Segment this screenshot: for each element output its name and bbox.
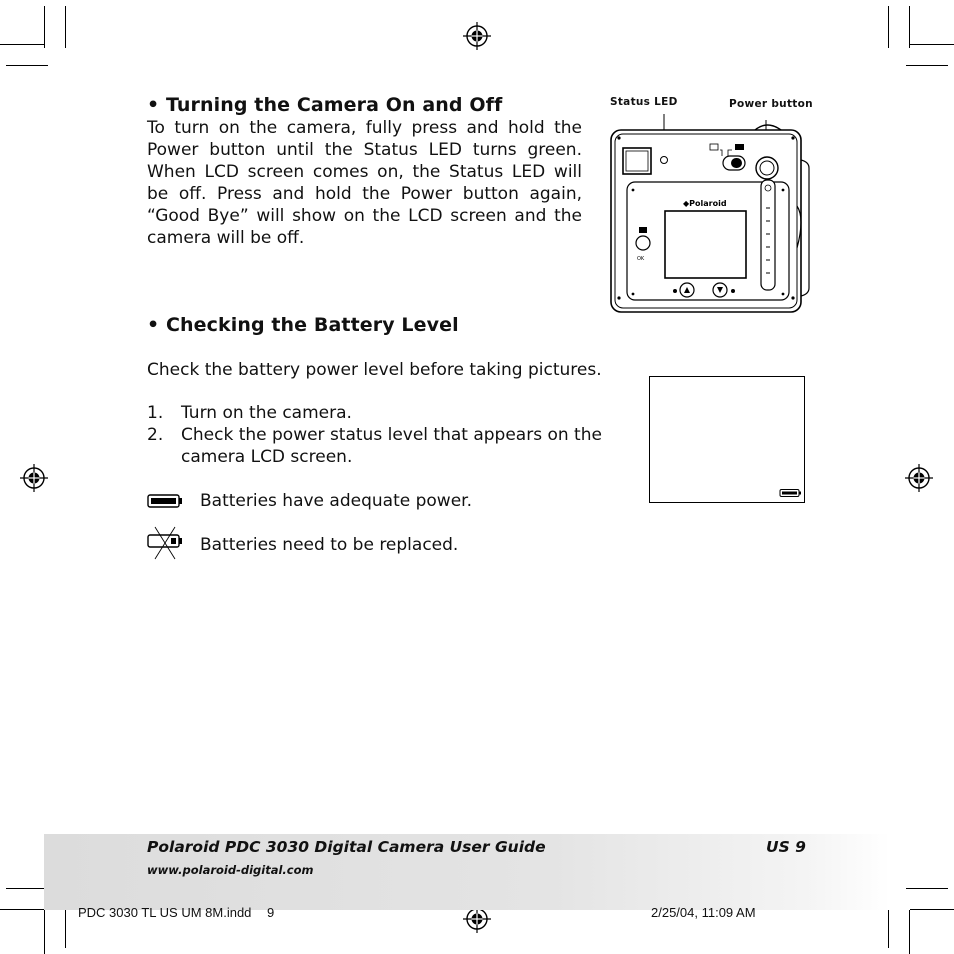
- registration-mark-icon: [461, 20, 493, 52]
- lcd-screen-illustration: [649, 376, 805, 503]
- step-text: Check the power status level that appears on the: [181, 425, 602, 445]
- step-text: Turn on the camera.: [181, 403, 352, 423]
- text-line: Power button until the Status LED turns green.: [147, 140, 582, 160]
- camera-illustration: [605, 108, 815, 318]
- power-instructions: [147, 117, 582, 249]
- step-number: 1.: [147, 403, 164, 423]
- text-line: “Good Bye” will show on the LCD screen and the: [147, 206, 582, 226]
- step-number: 2.: [147, 425, 164, 445]
- battery-low-icon: [145, 524, 185, 562]
- registration-mark-icon: [18, 462, 50, 494]
- slug-filename: PDC 3030 TL US UM 8M.indd: [78, 905, 252, 920]
- footer-url: www.polaroid-digital.com: [147, 863, 314, 877]
- slug-page-number: 9: [267, 905, 275, 920]
- text-line: camera will be off.: [147, 228, 305, 248]
- callout-status-led: Status LED: [610, 96, 678, 108]
- slug-timestamp: 2/25/04, 11:09 AM: [651, 905, 756, 920]
- section-heading-battery: • Checking the Battery Level: [147, 314, 459, 336]
- ok-label: OK: [637, 256, 645, 262]
- step-text: camera LCD screen.: [181, 447, 353, 467]
- battery-full-icon: [779, 488, 803, 498]
- text-line: When LCD screen comes on, the Status LED will: [147, 162, 582, 182]
- battery-full-text: Batteries have adequate power.: [200, 491, 472, 511]
- footer-title: Polaroid PDC 3030 Digital Camera User Guide: [147, 838, 546, 856]
- text-line: To turn on the camera, fully press and hold the: [147, 118, 582, 138]
- section-heading-power: • Turning the Camera On and Off: [147, 94, 503, 116]
- registration-mark-icon: [903, 462, 935, 494]
- text-line: be off. Press and hold the Power button again,: [147, 184, 582, 204]
- battery-full-icon: [145, 492, 185, 510]
- battery-intro: Check the battery power level before taking pictures.: [147, 360, 602, 380]
- page-number: US 9: [766, 838, 806, 856]
- brand-logo: ◆Polaroid: [683, 199, 727, 208]
- battery-low-text: Batteries need to be replaced.: [200, 535, 459, 555]
- callout-power-button: Power button: [729, 98, 813, 110]
